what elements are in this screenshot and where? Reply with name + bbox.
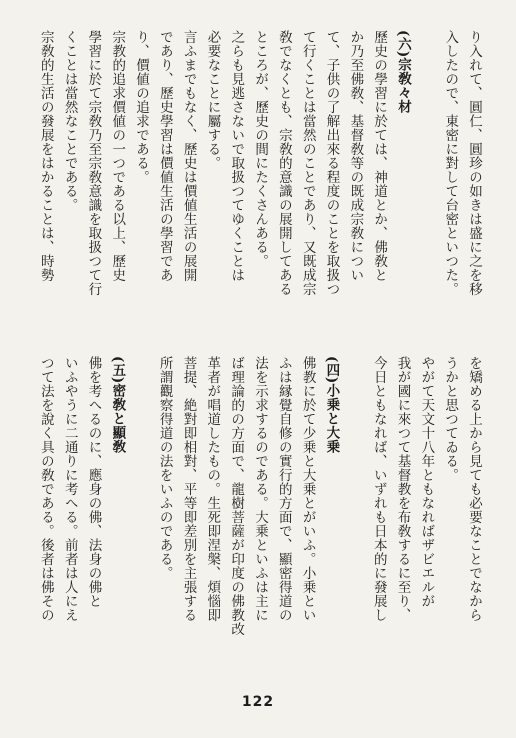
text-column: り、價値の追求である。 <box>133 30 150 184</box>
text-column: いふやうに二通りに考へる。前者は人にえ <box>61 356 78 622</box>
text-column: 言ふまでもなく、歷史は價値生活の展開 <box>180 30 197 282</box>
text-column: うかと思つてゐる。 <box>442 356 459 482</box>
text-column: 菩提、絶對即相對、平等即差別を主張する <box>180 356 197 622</box>
text-column: て、子供の了解出來る程度のことを取扱つ <box>323 30 340 296</box>
section-heading: (四)小乗と大乗 <box>323 356 340 454</box>
text-column: か乃至佛敎、基督敎等の既成宗敎につい <box>347 30 364 282</box>
text-column: 必要なことに屬する。 <box>204 30 221 170</box>
column-spacer <box>343 356 366 674</box>
text-column: 佛を考へるのに、應身の佛、法身の佛と <box>85 356 102 608</box>
text-column: 敎でなくとも、宗敎的意識の展開してある <box>275 30 292 296</box>
text-column: 革者が唱道したもの。生死即涅槃、煩惱即 <box>204 356 221 622</box>
text-column: 今日ともなれば、いずれも日本的に發展し <box>370 356 387 622</box>
text-column: ふは縁覺自修の實行的方面で、顯密得道の <box>275 356 292 622</box>
text-column: 我が國に來つて基督教を布敎するに至り、 <box>394 356 411 622</box>
text-column: やがて天文十八年ともなればザビエルが <box>418 356 435 608</box>
text-column: 宗敎的生活の發展をはかることは、時勢 <box>37 30 54 282</box>
page-number: 122 <box>241 694 275 710</box>
text-column: つて法を說く具の敎である。後者は佛その <box>37 356 54 622</box>
lower-text-block <box>34 356 486 674</box>
section-heading: (五)密敎と顯敎 <box>109 356 126 454</box>
upper-text-block <box>34 30 486 342</box>
text-column: を矯める上から見ても必要なことでなから <box>466 356 482 622</box>
text-column: であり、歷史學習は價値生活の學習であ <box>156 30 173 282</box>
text-column: 佛教に於て少乗と大乗とがいふ。小乗とい <box>299 356 316 622</box>
text-column: 學習に於て宗敎乃至宗敎意識を取扱つて行 <box>85 30 102 296</box>
text-column: 法を示求するのである。大乗といふは主に <box>251 356 268 622</box>
section-heading: (六)宗敎々材 <box>394 30 411 114</box>
text-column: 入したので、東密に對して台密といつた。 <box>442 30 459 296</box>
text-column: 所謂觀察得道の法をいふのである。 <box>156 356 173 580</box>
column-spacer <box>415 30 438 342</box>
overflow-holder <box>0 0 1 1</box>
text-column: り入れて、圓仁、圓珍の如きは盛に之を移 <box>466 30 482 296</box>
text-column: 之らも見逃さないで取扱つてゆくことは <box>228 30 245 282</box>
text-column: くことは當然なことである。 <box>61 30 78 212</box>
text-column: て行くことは當然のことであり、又既成宗 <box>299 30 316 296</box>
text-column: ば理論的の方面で、龍樹菩薩が印度の佛教改 <box>228 356 245 636</box>
text-column: ところが、歷史の間にたくさんある。 <box>252 30 269 268</box>
column-spacer <box>129 356 152 674</box>
text-column: 歷史の學習に於ては、神道とか、佛敎と <box>371 30 388 282</box>
text-column: 宗教的追求價値の一つである以上、歷史 <box>109 30 126 282</box>
